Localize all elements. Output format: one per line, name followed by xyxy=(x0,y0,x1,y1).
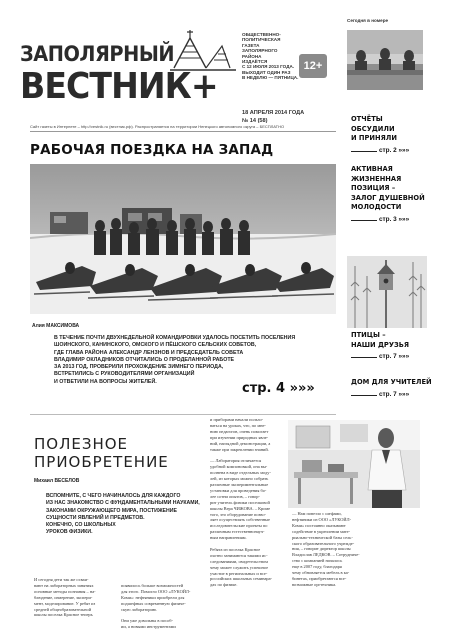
body-line: И сегодня дети так же осваи- xyxy=(34,577,89,582)
body-line: лей, из которых можно собрать xyxy=(210,476,269,482)
body-line: рит учитель физики поселковой xyxy=(210,499,270,505)
body-line: российских школьных семинара- xyxy=(210,576,273,582)
sidebar-title-line: АКТИВНАЯ xyxy=(351,165,393,173)
body-line: средней общеобразовательной xyxy=(34,606,92,612)
body-line: вают на лабораторных занятиях xyxy=(34,582,94,588)
body-line: для этого. Помогло ООО «ЛУКОЙЛ- xyxy=(121,588,191,594)
publisher-line: РАЙОНА xyxy=(242,53,262,59)
lead-headline: РАБОЧАЯ ПОЕЗДКА НА ЗАПАД xyxy=(30,142,274,158)
body-line: содействие в укреплении мате- xyxy=(292,528,351,534)
newspaper-logo xyxy=(20,36,218,118)
body-line: при изучении природных явле- xyxy=(210,434,269,440)
sidebar-item-title xyxy=(351,115,409,144)
article2-headline xyxy=(34,435,169,471)
article2-column-4 xyxy=(292,511,418,588)
lead-photo-snowmobiles xyxy=(30,164,336,314)
body-line: ным направлениям. xyxy=(210,535,247,541)
lead-text-line: ГДЕ ГЛАВА РАЙОНА АЛЕКСАНДР ЛЕНЗНОВ И ПРЕДСЕДАТЕЛЬ СОВЕТА xyxy=(54,349,244,356)
sidebar-photo-meeting xyxy=(347,30,423,90)
sidebar-title-line: ОТЧЁТЫ xyxy=(351,115,383,123)
publisher-line: ГАЗЕТА xyxy=(242,42,260,48)
sidebar-title-line: И ПРИНЯЛИ xyxy=(351,134,397,143)
article2-column-3 xyxy=(210,417,280,588)
article2-photo-classroom xyxy=(288,420,420,508)
article2-lead-line: СУЩНОСТИ ЯВЛЕНИЙ И ПРЕДМЕТОВ. xyxy=(46,514,145,521)
lead-intro-text xyxy=(54,335,336,386)
body-line: ваться на уроках, что, по мне- xyxy=(210,422,266,428)
logo-title-bottom: ВЕСТНИК+ xyxy=(20,66,218,107)
body-line: следованиями, свидетельством xyxy=(210,558,268,564)
body-line: основные методы познания – на- xyxy=(34,588,96,594)
article2-column-1 xyxy=(34,577,106,618)
body-line: дах по физике. xyxy=(210,582,238,588)
sidebar-item-teachers-house[interactable] xyxy=(351,378,432,398)
sidebar-page-reference xyxy=(351,147,409,154)
publication-line: ИЗДАЁТСЯ xyxy=(242,59,268,65)
sidebar-item-active-life[interactable] xyxy=(351,165,425,223)
sidebar-title-line: ЖИЗНЕННАЯ xyxy=(351,174,402,183)
sidebar-title-line: МОЛОДОСТИ xyxy=(351,203,402,212)
body-line: чему обновляется мебель в ка- xyxy=(292,570,350,576)
sidebar-title-line: НАШИ ДРУЗЬЯ xyxy=(351,340,409,349)
publication-line: ВЫХОДИТ ОДИН РАЗ xyxy=(242,69,291,75)
body-line: школы поселка Красное теперь xyxy=(34,612,93,618)
sidebar-item-title xyxy=(351,331,409,350)
lead-page-reference[interactable]: стр. 4 »»» xyxy=(242,381,315,396)
sidebar-title-line: ПТИЦЫ – xyxy=(351,331,386,339)
body-line: ии, а новыми инструментами xyxy=(121,624,176,630)
lead-text-line: ЗА 2013 ГОД, ПРОВЕРИЛИ ПРОХОЖДЕНИЕ ЗИМНЕГО ПЕРИОДА, xyxy=(54,364,224,371)
body-line: также при закреплении знаний. xyxy=(210,446,269,452)
body-line: подшефных современную физиче- xyxy=(121,600,186,606)
body-line: удобной компоновкой, она вы- xyxy=(210,464,268,470)
body-line: и приборами начали пользо- xyxy=(210,417,264,422)
publication-line: С 12 ИЮЛЯ 2013 ГОДА. xyxy=(242,64,295,70)
sidebar-item-birds[interactable] xyxy=(351,331,409,360)
issue-date: 18 АПРЕЛЯ 2014 ГОДА xyxy=(242,110,305,116)
lead-text-line: ШОИНСКОГО, КАНИНСКОГО, ОМСКОГО И ПЁШСКОГО СЕЛЬСКИХ СОВЕТОВ, xyxy=(54,342,257,349)
publisher-info xyxy=(242,32,300,81)
body-line: ляет осуществлять собственные xyxy=(210,517,270,523)
body-line: полнена в виде отдельных моду- xyxy=(210,470,271,476)
publisher-line: ОБЩЕСТВЕННО- xyxy=(242,32,281,37)
body-line: — Лаборатория отличается xyxy=(210,458,262,464)
publisher-line: ЗАПОЛЯРНОГО xyxy=(242,48,278,54)
article2-headline-line: ПРИОБРЕТЕНИЕ xyxy=(34,453,169,471)
article2-lead-line: КОНЕЧНО, СО ШКОЛЬНЫХ xyxy=(46,522,116,529)
article2-lead-line: ИЗ НАС ЗНАКОМСТВО С ФУНДАМЕНТАЛЬНЫМИ НАУКАМИ, xyxy=(46,500,200,507)
article2-lead-text xyxy=(46,493,202,537)
article2-author: Михаил ВЕСЕЛОВ xyxy=(34,478,80,484)
body-line: ского образовательного учрежде- xyxy=(292,540,355,546)
lead-text-line: И ОТВЕТИЛИ НА ВОПРОСЫ ЖИТЕЛЕЙ. xyxy=(54,378,157,385)
website-line: Сайт газеты в Интернете – http://vestnik.ru (вестник.рф). Распространяется на территории Ненецкого автономного округа – БЕСПЛАТНО xyxy=(30,124,336,132)
body-line: риально-технической базы сель- xyxy=(292,534,353,540)
issue-number: № 14 (58) xyxy=(242,118,268,124)
article2-headline-line: ПОЛЕЗНОЕ xyxy=(34,435,129,453)
body-line: ния, – говорит директор школы xyxy=(292,546,351,552)
logo-title-top: ЗАПОЛЯРНЫЙ xyxy=(20,42,175,66)
publication-line: В НЕДЕЛЮ — ПЯТНИЦА. xyxy=(242,75,299,81)
sidebar-title-line: ЗАЛОГ ДУШЕВНОЙ xyxy=(351,193,425,202)
body-line: Коми» постоянно оказывают xyxy=(292,522,346,528)
sidebar-title-line: ПОЗИЦИЯ – xyxy=(351,184,396,193)
lead-text-line: ВСТРЕТИЛИСЬ С РУКОВОДИТЕЛЯМИ ОРГАНИЗАЦИЙ xyxy=(54,371,195,378)
body-line: участие в региональных и все- xyxy=(210,570,268,576)
photo-credit: Алия МАКСИМОВА xyxy=(32,323,80,329)
body-line: различным естественнонауч- xyxy=(210,529,265,535)
body-line: чему может служить успешное xyxy=(210,564,269,570)
article2-lead-line: УРОКОВ ФИЗИКИ. xyxy=(46,529,93,536)
sidebar-label: Сегодня в номере xyxy=(347,18,389,23)
masthead xyxy=(16,14,334,122)
body-line: возможные оргтехника. xyxy=(292,581,337,587)
sidebar-item-reports[interactable] xyxy=(351,115,409,154)
body-line: ний, наглядной демонстрации, а xyxy=(210,440,271,446)
body-line: блюдение, измерение, экспери- xyxy=(34,594,93,600)
publisher-line: ПОЛИТИЧЕСКАЯ xyxy=(242,37,281,43)
body-line: еще в 2007 году, благодаря xyxy=(292,564,342,570)
sidebar-page-reference xyxy=(351,216,425,223)
sidebar-ref-text: стр. 7 »»» xyxy=(379,390,410,398)
body-line: Коми»: нефтяники приобрели для xyxy=(121,594,185,600)
article2-lead-line: ЗАКОНАМИ ОКРУЖАЮЩЕГО МИРА, ПОСТИЖЕНИЕ xyxy=(46,507,177,514)
body-line: охотно занимаются такими ис- xyxy=(210,552,268,558)
body-line: нию педагогов, очень помогает xyxy=(210,428,269,434)
body-line: Владислав ЛЕДКОВ. – Сотрудниче- xyxy=(292,552,360,558)
sidebar-page-reference xyxy=(351,353,409,360)
sidebar-ref-text: стр. 7 »»» xyxy=(379,353,410,361)
body-line: нефтяники из ООО «ЛУКОЙЛ- xyxy=(292,516,352,522)
body-line: ство с компанией началось xyxy=(292,558,343,564)
body-line: Ребята из поселка Красное xyxy=(210,546,261,552)
body-line: установки для проведения бо- xyxy=(210,487,267,493)
body-line: лее сотни опытов, – говор- xyxy=(210,493,260,499)
body-line: — Нам повезло с шефами, xyxy=(292,511,342,516)
sidebar-item-title xyxy=(351,378,432,388)
lead-text-line: ВЛАДИМИР ОКЛАДНИКОВ ОТЧИТАЛИСЬ О ПРОДЕЛАННОЙ РАБОТЕ xyxy=(54,356,235,363)
body-line: Они уже довольны в пособ- xyxy=(121,618,173,624)
body-line: школы Вера ЧИЖОВА. – Кроме xyxy=(210,505,271,511)
age-rating-badge: 12+ xyxy=(299,54,327,78)
sidebar-ref-text: стр. 3 »»» xyxy=(379,215,410,223)
sidebar-item-title xyxy=(351,165,425,213)
sidebar-title-line: ДОМ ДЛЯ УЧИТЕЛЕЙ xyxy=(351,378,432,386)
body-line: того, это оборудование позво- xyxy=(210,511,266,517)
sidebar-title-line: ОБСУДИЛИ xyxy=(351,124,395,133)
sidebar-ref-text: стр. 2 »»» xyxy=(379,146,410,154)
lead-text-line: В ТЕЧЕНИЕ ПОЧТИ ДВУХНЕДЕЛЬНОЙ КОМАНДИРОВКИ УДАЛОСЬ ПОСЕТИТЬ ПОСЕЛЕНИЯ xyxy=(54,335,296,341)
oil-rig-icon xyxy=(170,28,236,72)
article2-lead-line: ВСПОМНИТЕ, С ЧЕГО НАЧИНАЛОСЬ ДЛЯ КАЖДОГО xyxy=(46,493,181,499)
body-line: появилось больше возможностей xyxy=(121,583,184,588)
sidebar-photo-birdhouse xyxy=(347,256,427,328)
article2-column-2 xyxy=(121,583,193,630)
section-divider xyxy=(30,414,336,415)
body-line: исследовательские проекты по xyxy=(210,523,268,529)
body-line: скую лабораторию. xyxy=(121,606,158,612)
sidebar-page-reference xyxy=(351,391,432,398)
body-line: бинетах, приобретаются все- xyxy=(292,575,347,581)
body-line: различные экспериментальные xyxy=(210,481,269,487)
body-line: мент, моделирование. У ребят из xyxy=(34,600,96,606)
